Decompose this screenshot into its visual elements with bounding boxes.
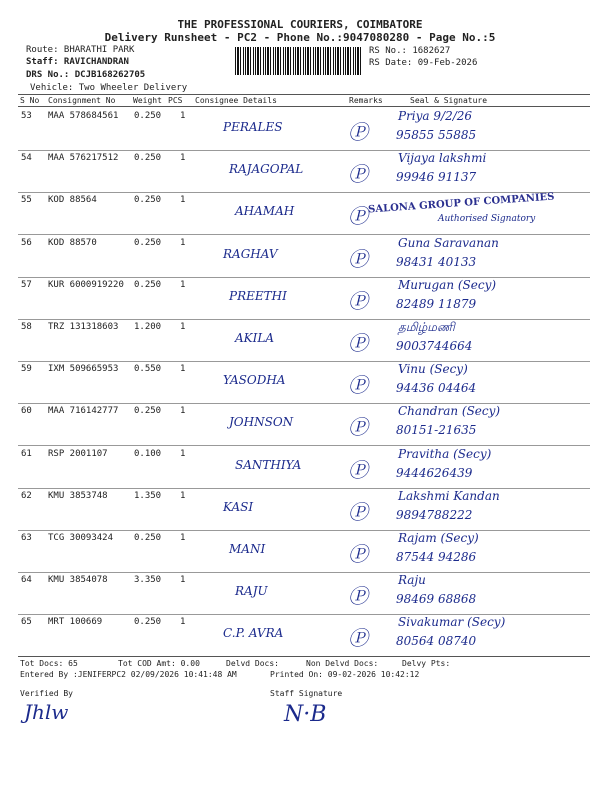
row-signature-line1: Rajam (Secy) [398,531,479,545]
row-consignment: IXM 509665953 [48,364,119,375]
row-sno: 57 [21,279,32,290]
vehicle-label: Vehicle: Two Wheeler Delivery [30,83,188,93]
verified-by-label: Verified By [20,689,73,698]
row-weight: 0.100 [134,448,162,459]
row-signature-line2: 98469 68868 [396,592,477,607]
row-pcs: 1 [180,111,186,121]
row-signature-line1: Vinu (Secy) [398,362,468,377]
row-remark-mark: Ⓟ [348,499,368,524]
row-weight: 0.250 [134,237,162,248]
row-consignee-name: PERALES [223,120,283,134]
row-remark-mark: Ⓟ [348,246,368,271]
row-signature-line2: 9003744664 [396,339,473,353]
table-row [18,530,590,573]
row-signature-line2: 99946 91137 [396,170,477,185]
table-row [18,446,590,489]
row-weight: 0.250 [134,533,162,543]
row-signature-line1: Raju [398,573,426,588]
col-remarks: Remarks [349,96,383,105]
row-consignee-name: JOHNSON [229,415,294,430]
drs-label: DRS No.: DCJB168262705 [26,70,146,80]
row-sno: 65 [21,617,32,628]
row-consignment: MAA 576217512 [48,153,119,164]
staff-signature: N·B [284,702,327,727]
row-consignment: KOD 88570 [48,237,97,248]
footer-rule [18,656,590,657]
row-weight: 0.250 [134,617,162,628]
row-remark-mark: Ⓟ [348,120,368,144]
row-weight: 0.250 [134,195,162,206]
row-consignment: RSP 2001107 [48,448,108,459]
table-row [18,403,590,446]
row-consignment: KOD 88564 [48,195,97,206]
row-remark-mark: Ⓟ [348,204,368,229]
row-signature-line1: Sivakumar (Secy) [398,615,506,630]
row-pcs: 1 [180,153,186,164]
row-signature-line2: 82489 11879 [396,296,477,311]
table-row [18,277,590,320]
row-consignment: TRZ 131318603 [48,322,119,332]
total-cod: Tot COD Amt: 0.00 [118,659,200,668]
row-signature-line2: 95855 55885 [396,128,477,142]
printed-on: Printed On: 09-02-2026 10:42:12 [270,670,420,679]
row-sno: 59 [21,364,32,375]
row-weight: 0.250 [134,406,162,417]
row-signature-line2: 98431 40133 [396,254,477,269]
row-sno: 62 [21,490,32,501]
row-consignment: MAA 578684561 [48,111,119,121]
row-consignee-name: KASI [223,499,254,514]
table-row [18,361,590,404]
row-signature-line2: 9894788222 [396,507,473,522]
staff-signature-label: Staff Signature [270,689,343,698]
row-consignment: MRT 100669 [48,617,103,628]
row-sno: 61 [21,448,32,459]
row-pcs: 1 [180,364,186,375]
row-weight: 1.200 [134,322,162,332]
staff-label: Staff: RAVICHANDRAN [26,57,129,67]
row-pcs: 1 [180,279,186,290]
delivered-docs: Delvd Docs: [226,659,279,668]
row-sno: 55 [21,195,32,206]
col-sno: S No [20,96,40,105]
row-weight: 0.250 [134,279,162,290]
row-signature-line1: Guna Saravanan [398,235,499,250]
row-consignee-name: AHAMAH [235,204,295,219]
row-weight: 0.250 [134,153,162,164]
row-signature-line2: 80564 08740 [396,634,477,649]
row-sno: 58 [21,322,32,332]
row-pcs: 1 [180,322,186,332]
table-row [18,150,590,193]
table-row [18,235,590,278]
row-sno: 54 [21,153,32,164]
row-pcs: 1 [180,448,186,459]
header-bottom-rule [18,106,590,107]
row-remark-mark: Ⓟ [348,457,368,482]
col-consignment: Consignment No [48,96,116,105]
row-signature-line2: Authorised Signatory [438,214,536,225]
row-consignment: KMU 3854078 [48,575,108,586]
row-consignee-name: MANI [229,542,266,556]
row-consignee-name: RAJU [235,584,268,599]
row-consignee-name: C.P. AVRA [223,626,284,641]
row-sno: 63 [21,533,32,543]
runsheet-subtitle: Delivery Runsheet - PC2 - Phone No.:9047080280 - Page No.:5 [104,31,496,44]
header-top-rule [18,94,590,95]
row-consignee-name: AKILA [235,331,275,345]
row-consignment: MAA 716142777 [48,406,119,417]
verified-signature: Jhlw [24,700,69,724]
row-signature-line2: 87544 94286 [396,550,477,564]
row-pcs: 1 [180,406,186,417]
row-sno: 56 [21,237,32,248]
row-remark-mark: Ⓟ [348,584,368,609]
row-pcs: 1 [180,533,186,543]
col-consignee: Consignee Details [195,96,277,105]
entered-by: Entered By :JENIFERPC2 02/09/2026 10:41:48 AM [20,670,237,679]
row-remark-mark: Ⓟ [348,331,368,355]
non-delivered-docs: Non Delvd Docs: [306,659,379,668]
row-pcs: 1 [180,195,186,206]
row-sno: 60 [21,406,32,417]
row-signature-line2: 9444626439 [396,465,473,480]
row-sno: 53 [21,111,32,121]
col-seal: Seal & Signature [410,96,488,105]
row-remark-mark: Ⓟ [348,288,368,313]
row-pcs: 1 [180,617,186,628]
rs-date: RS Date: 09-Feb-2026 [369,58,478,68]
row-consignee-name: PREETHI [229,288,287,303]
row-seal-stamp: SALONA GROUP OF COMPANIES [367,191,555,216]
table-row [18,572,590,615]
table-row [18,614,590,657]
row-weight: 3.350 [134,575,162,586]
company-title: THE PROFESSIONAL COURIERS, COIMBATORE [177,18,423,31]
row-signature-line1: Priya 9/2/26 [398,109,473,123]
row-signature-line2: 94436 04464 [396,381,477,396]
row-consignee-name: YASODHA [223,373,286,388]
row-signature-line1: Lakshmi Kandan [398,488,500,503]
row-consignee-name: RAGHAV [223,246,278,261]
row-sno: 64 [21,575,32,586]
table-row [18,108,590,151]
row-signature-line2: 80151-21635 [396,423,477,438]
row-consignment: TCG 30093424 [48,533,114,543]
delivery-points: Delvy Pts: [402,659,451,668]
barcode [235,47,363,75]
row-consignment: KUR 6000919220 [48,279,124,290]
row-weight: 0.250 [134,111,162,121]
total-docs: Tot Docs: 65 [20,659,78,668]
route-label: Route: BHARATHI PARK [26,45,135,55]
row-signature-line1: Vijaya lakshmi [398,151,487,166]
row-signature-line1: Murugan (Secy) [398,277,497,292]
table-row [18,192,590,235]
col-weight: Weight [133,96,162,105]
row-remark-mark: Ⓟ [348,415,368,440]
row-remark-mark: Ⓟ [348,162,368,187]
row-consignee-name: SANTHIYA [235,457,302,472]
col-pcs: PCS [168,96,183,105]
row-weight: 1.350 [134,490,162,501]
table-row [18,488,590,531]
row-remark-mark: Ⓟ [348,373,368,398]
row-pcs: 1 [180,575,186,586]
row-pcs: 1 [180,237,186,248]
row-consignee-name: RAJAGOPAL [229,162,304,177]
row-remark-mark: Ⓟ [348,542,368,566]
row-signature-line1: தமிழ்மணி [398,320,455,334]
table-row [18,319,590,362]
row-consignment: KMU 3853748 [48,490,108,501]
row-remark-mark: Ⓟ [348,626,368,651]
row-pcs: 1 [180,490,186,501]
row-signature-line1: Pravitha (Secy) [398,446,492,461]
row-weight: 0.550 [134,364,162,375]
row-signature-line1: Chandran (Secy) [398,404,501,419]
rs-number: RS No.: 1682627 [369,46,451,56]
